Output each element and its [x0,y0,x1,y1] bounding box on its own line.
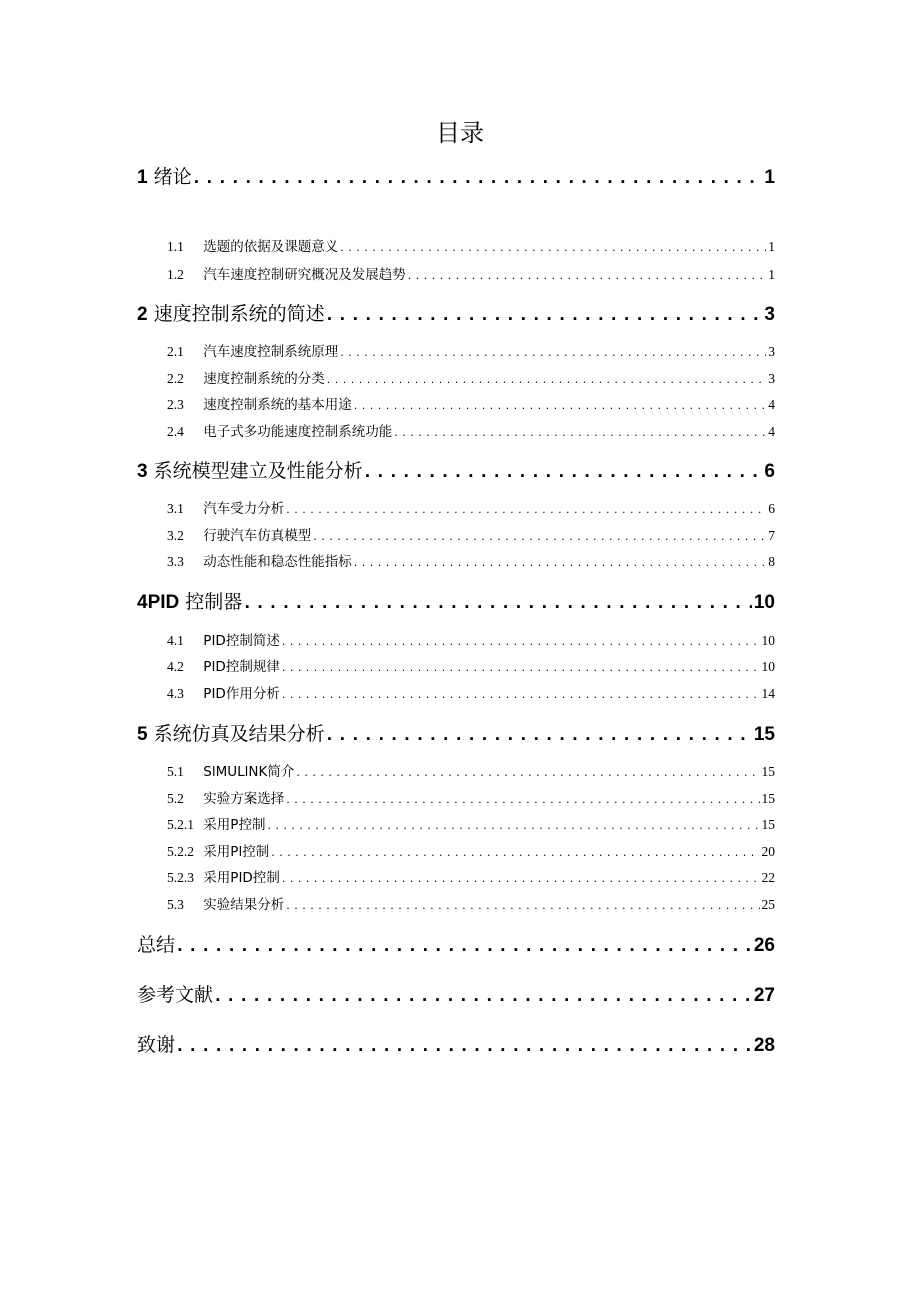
toc-entry-section-5-1[interactable] [167,761,775,783]
toc-entry-number: 3 [137,461,148,482]
toc-dot-leader [313,526,766,548]
toc-dot-leader [215,981,752,1011]
toc-entry-title: 绪论 [153,166,192,188]
toc-page-number: 1 [768,267,775,282]
toc-entry-title: 选题的依据及课题意义 [203,239,339,255]
toc-entry-section-4-1[interactable] [167,630,775,652]
toc-dot-leader [282,868,760,890]
toc-dot-leader [286,499,766,521]
toc-entry-label [167,683,280,705]
toc-entry-title: 参考文献 [137,984,214,1006]
toc-dot-leader [354,552,766,574]
toc-entry-section-2-1[interactable] [167,341,775,363]
toc-dot-leader [408,265,766,287]
toc-entry-acknowledgements[interactable] [137,1030,775,1060]
toc-entry-chapter-2[interactable] [137,299,775,329]
toc-entry-title: PID作用分析 [203,686,280,702]
toc-page-number: 7 [768,528,775,543]
toc-entry-number: 5.1 [167,764,184,779]
toc-page-number: 3 [768,371,775,386]
toc-page-number: 3 [768,344,775,359]
toc-entry-title: 汽车受力分析 [203,501,285,517]
toc-entry-number: 2.2 [167,371,184,386]
toc-page-number: 10 [753,592,775,613]
toc-entry-label [167,894,284,916]
toc-entry-section-1-1[interactable] [167,236,775,258]
toc-entry-title: 采用Pl控制 [203,844,270,860]
toc-entry-number: 1 [137,167,148,188]
toc-page-number: 27 [753,985,775,1006]
toc-entry-label [167,814,265,836]
toc-page-number: 3 [764,304,775,325]
toc-entry-number: 1.1 [167,239,184,254]
toc-entry-label [167,394,352,416]
toc-page-number: 10 [761,659,775,674]
toc-entry-title: 汽车速度控制系统原理 [203,344,339,360]
toc-dot-leader [296,762,759,784]
toc-entry-title: 电子式多功能速度控制系统功能 [203,424,393,440]
toc-entry-number: 2.3 [167,397,184,412]
toc-entry-label [137,162,192,193]
toc-page-number: 22 [761,870,775,885]
toc-entry-number: 5.2.3 [167,870,194,885]
toc-entry-title: 行驶汽车仿真模型 [203,528,312,544]
toc-page-number: 1 [768,239,775,254]
toc-entry-number: 5 [137,724,148,745]
toc-entry-section-5-2-1[interactable] [167,814,775,836]
toc-entry-title: 系统仿真及结果分析 [153,723,325,745]
toc-entry-chapter-3[interactable] [137,456,775,486]
toc-page-number: 14 [761,686,775,701]
toc-entry-title: PID控制简述 [203,633,280,649]
toc-entry-section-2-3[interactable] [167,394,775,416]
toc-entry-label [167,841,269,863]
toc-dot-leader [267,815,759,837]
toc-page-number: 15 [761,764,775,779]
toc-entry-number: 1.2 [167,267,184,282]
toc-entry-section-4-3[interactable] [167,683,775,705]
toc-dot-leader [327,720,752,750]
toc-entry-label [167,551,352,573]
toc-dot-leader [394,422,766,444]
toc-entry-number: 4.1 [167,633,184,648]
toc-entry-label [167,630,280,652]
toc-dot-leader [286,895,759,917]
toc-entry-number: 3.1 [167,501,184,516]
toc-entry-title: 汽车速度控制研究概况及发展趋势 [203,267,406,283]
toc-entry-section-5-2[interactable] [167,788,775,810]
toc-entry-number: 3.2 [167,528,184,543]
toc-entry-title: 速度控制系统的分类 [203,371,325,387]
toc-entry-title: 实验方案选择 [203,791,285,807]
toc-page-number: 1 [764,167,775,188]
toc-entry-title: 总结 [137,934,176,956]
toc-entry-summary[interactable] [137,930,775,960]
page-title: 目录 [436,119,484,147]
toc-entry-label [167,788,284,810]
toc-entry-label [137,719,325,750]
toc-entry-title: 速度控制系统的简述 [153,303,325,325]
toc-dot-leader [244,588,752,618]
toc-dot-leader [327,300,763,330]
toc-entry-number: 5.2.1 [167,817,194,832]
toc-entry-section-2-4[interactable] [167,421,775,443]
toc-page-number: 15 [753,724,775,745]
toc-entry-title: 系统模型建立及性能分析 [153,460,363,482]
toc-entry-section-5-3[interactable] [167,894,775,916]
toc-entry-section-5-2-2[interactable] [167,841,775,863]
toc-entry-title: 动态性能和稳态性能指标 [203,554,352,570]
toc-entry-title: 采用P控制 [203,817,266,833]
toc-dot-leader [282,657,760,679]
toc-page-number: 25 [761,897,775,912]
toc-dot-leader [282,631,760,653]
toc-entry-number: 4.2 [167,659,184,674]
toc-entry-section-5-2-3[interactable] [167,867,775,889]
toc-page-number: 6 [764,461,775,482]
toc-entry-title: 致谢 [137,1034,176,1056]
toc-entry-chapter-5[interactable] [137,719,775,749]
toc-dot-leader [327,369,766,391]
toc-entry-section-1-2[interactable] [167,264,775,286]
toc-entry-label [167,368,325,390]
toc-dot-leader [354,395,766,417]
toc-entry-label [167,867,280,889]
toc-entry-chapter-4[interactable] [137,587,775,617]
toc-entry-chapter-1[interactable] [137,162,775,192]
toc-entry-label [167,498,284,520]
toc-entry-title: 采用PID控制 [203,870,280,886]
toc-entry-label [167,656,280,678]
toc-entry-label [167,264,406,286]
toc-entry-number: 4.3 [167,686,184,701]
toc-dot-leader [177,1031,752,1061]
toc-page-number: 10 [761,633,775,648]
toc-entry-title: PID控制规律 [203,659,280,675]
toc-dot-leader [286,789,759,811]
toc-entry-number: 3.3 [167,554,184,569]
toc-dot-leader [177,931,752,961]
toc-entry-number: 2 [137,304,148,325]
toc-entry-references[interactable] [137,980,775,1010]
toc-entry-number: 2.1 [167,344,184,359]
toc-entry-title: 控制器 [185,591,243,613]
toc-page-number: 26 [753,935,775,956]
toc-entry-section-3-3[interactable] [167,551,775,573]
toc-page-number: 15 [761,817,775,832]
toc-entry-number: 5.2 [167,791,184,806]
toc-entry-label [137,299,325,330]
toc-page-number: 4 [768,397,775,412]
toc-page-number: 20 [761,844,775,859]
toc-dot-leader [340,342,766,364]
toc-entry-section-3-2[interactable] [167,525,775,547]
toc-page-number: 4 [768,424,775,439]
toc-entry-title: 实验结果分析 [203,897,285,913]
toc-entry-label [167,341,338,363]
toc-page-number: 15 [761,791,775,806]
toc-dot-leader [271,842,759,864]
toc-entry-label [137,456,363,487]
toc-entry-number: 5.3 [167,897,184,912]
toc-page-number: 6 [768,501,775,516]
toc-page-number: 28 [753,1035,775,1056]
toc-dot-leader [282,684,760,706]
toc-entry-label [137,587,242,618]
toc-entry-section-3-1[interactable] [167,498,775,520]
toc-entry-section-4-2[interactable] [167,656,775,678]
toc-entry-title: 速度控制系统的基本用途 [203,397,352,413]
toc-dot-leader [365,457,763,487]
toc-entry-label [167,421,392,443]
toc-page-number: 8 [768,554,775,569]
toc-entry-number: 5.2.2 [167,844,194,859]
toc-dot-leader [340,237,766,259]
toc-entry-label [167,525,311,547]
toc-entry-label [167,761,294,783]
toc-entry-title: SlMULlNK简介 [203,764,295,780]
toc-entry-section-2-2[interactable] [167,368,775,390]
toc-entry-number: 2.4 [167,424,184,439]
toc-dot-leader [194,163,763,193]
toc-entry-label [167,236,338,258]
toc-entry-number: 4PID [137,592,180,613]
